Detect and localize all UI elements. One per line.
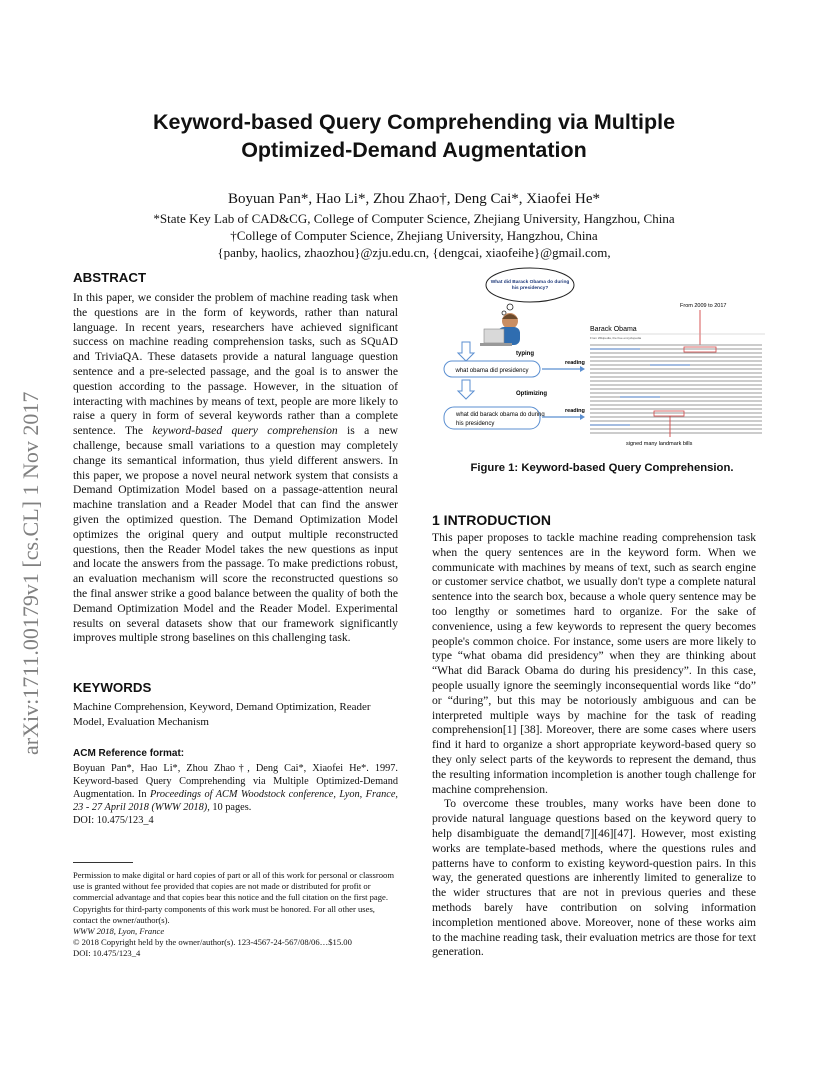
intro-body: [432, 531, 756, 960]
answer-highlight-2: [654, 411, 684, 416]
acm-ref-text: [73, 762, 398, 827]
abstract-heading: ABSTRACT: [73, 270, 147, 285]
intro-heading: 1 INTRODUCTION: [432, 512, 551, 528]
typing-label: typing: [516, 351, 534, 357]
paper-title: [60, 108, 768, 164]
acm-ref-heading: ACM Reference format:: [73, 748, 185, 759]
author-list: Boyuan Pan*, Hao Li*, Zhou Zhao†, Deng Cai*, Xiaofei He*: [227, 191, 600, 207]
permission-notice: Permission to make digital or hard copies of part or all of this work for personal or classroom use is granted without fee provided that copies are not made or distributed for profit or commercial advantage and that copies bear this notice and the full citation on the first page. Copyrights for third-party components of this work must be honored. For all other uses, contact the owner/author(s).: [73, 870, 394, 925]
acm-ref-authors: Boyuan Pan*, Hao Li*, Zhou Zhao†, Deng Cai*, Xiaofei He*. 1997. Keyword-based Query Comprehending via Multiple Optimized-Demand Augmentation. In: [73, 763, 398, 800]
from-2009-label: From 2009 to 2017: [680, 303, 727, 309]
abstract-text-part1: In this paper, we consider the problem of machine reading task when the questions are in the form of keywords, rather than natural language. In recent years, researchers have achieved significant success on machine reading comprehension tasks, such as SQuAD and TriviaQA. These datasets provide a natural language question sentence and a pre-selected passage, and the goal is to answer the question according to the passage. However, in the situation of interacting with machines by means of text, people are more likely to raise a query in form of several keywords rather than a complete sentence. The: [73, 291, 398, 438]
footnote-venue: WWW 2018, Lyon, France: [73, 926, 165, 937]
reading-label-1: reading: [565, 360, 585, 366]
arxiv-stamp-text: arXiv:1711.00179v1 [cs.CL] 1 Nov 2017: [18, 391, 43, 755]
bubble-dot-2: [502, 311, 506, 315]
typing-arrow: [458, 342, 474, 361]
thought-bubble: [486, 268, 574, 302]
optimizing-label: Optimizing: [516, 391, 547, 397]
acm-ref-venue: Proceedings of ACM Woodstock conference, Lyon, France, 23 - 27 April 2018 (WWW 2018),: [73, 789, 398, 813]
person-icon: [480, 313, 520, 346]
affiliation-2: †College of Computer Science, Zhejiang University, Hangzhou, China: [230, 228, 598, 243]
acm-ref-doi: DOI: 10.475/123_4: [73, 815, 154, 826]
abstract-text: [73, 291, 398, 646]
keyword-query-text: what obama did presidency: [455, 368, 529, 374]
doc-subtitle: From Wikipedia, the free encyclopedia: [590, 336, 642, 340]
wikipedia-excerpt: [590, 326, 765, 433]
affiliation-1: *State Key Lab of CAD&CG, College of Computer Science, Zhejiang University, Hangzhou, China: [153, 211, 675, 226]
optimizing-arrow: [458, 380, 474, 399]
intro-paragraph-2: To overcome these troubles, many works have been done to provide natural language questions based on the keyword query to help disambiguate the demand[7][46][47]. However, most existing works are template-based methods, where the questions rules and patterns have to conform to existing keyword-question pairs. In this way, the generated questions are inherently limited to generalize to the wider structures that are not in previous queries and these methods barely have contribution on solving information incompletion mentioned above. Moreover, none of these works aim to the machine reading task, their evaluation metrics are those for text generation.: [432, 797, 756, 959]
figure-1: [440, 265, 770, 455]
footnote: [73, 870, 400, 960]
title-line-1: Keyword-based Query Comprehending via Multiple: [152, 110, 676, 134]
abstract-text-part2: is a new challenge, because small variations to a question may completely change its semantical information, thus yield different answers. In this paper, we propose a novel neural network system that consists a Demand Optimization Model based on a passage-attention neural machine translation and a Reader Model that can find the answer given the optimized question. The Demand Optimization Model optimizes the original query and output multiple reconstructed questions, then the Reader Model takes the new questions as input and locate the answers from the passage. To make predictions robust, an evaluation mechanism will score the reconstructed questions so the final answer strike a good balance between the quality of both the Demand Optimization Model and the Reader Model. Experimental results on several datasets show that our framework significantly improves multiple strong baselines on this challenging task.: [73, 424, 399, 645]
footnote-doi: DOI: 10.475/123_4: [73, 948, 141, 959]
footnote-rule: [73, 862, 133, 863]
keywords-text: Machine Comprehension, Keyword, Demand Optimization, Reader Model, Evaluation Mechanism: [73, 701, 371, 728]
bubble-text: What did Barack Obama do during his presidency?: [490, 280, 570, 291]
doc-title: Barack Obama: [590, 326, 637, 333]
optimized-question-text: what did barack obama do during his presidency: [456, 412, 545, 427]
abstract-emphasis: keyword-based query comprehension: [152, 424, 338, 438]
keywords-heading: KEYWORDS: [73, 680, 152, 695]
arxiv-stamp: [8, 290, 48, 760]
copyright-line: © 2018 Copyright held by the owner/author(s). 123-4567-24-567/08/06…$15.00: [73, 937, 352, 948]
figure-caption: Figure 1: Keyword-based Query Comprehension.: [470, 462, 734, 474]
author-emails: {panby, haolics, zhaozhou}@zju.edu.cn, {dengcai, xiaofeihe}@gmail.com,: [217, 245, 611, 260]
answer-highlight-1: [684, 347, 716, 352]
reading-label-2: reading: [565, 408, 585, 414]
acm-ref-pages: 10 pages.: [209, 802, 252, 813]
landmark-bills-label: signed many landmark bills: [626, 441, 693, 447]
title-line-2: Optimized-Demand Augmentation: [241, 138, 587, 162]
intro-paragraph-1: This paper proposes to tackle machine reading comprehension task when the query sentences are in the keyword form. When we communicate with machines by means of text, such as search engine or customer service chatbot, we usually don't type a complete natural sentence into the search box, because a whole query sentence may be too lengthy or sometimes hard to organize. For the sake of convenience, using a few keywords to represent the query becomes people's common choice. For instance, some users are more likely to type “what obama did presidency” when they are thinking about “What did Barack Obama do during his presidency”. In this case, people usually ignore the seemingly inconsequential words like “do” or “during”, but this may be notoriously ambiguous and can be interpreted multiple ways by machine for the task of reading comprehension[1] [38]. Moreover, there are some cases where users find it hard to organize a short appropriate keyword-based query so they only select parts of the keywords to represent the demand, thus the resulting information incompletion is another tough challenge for machine comprehension.: [432, 531, 756, 796]
bubble-dot-1: [507, 304, 513, 310]
